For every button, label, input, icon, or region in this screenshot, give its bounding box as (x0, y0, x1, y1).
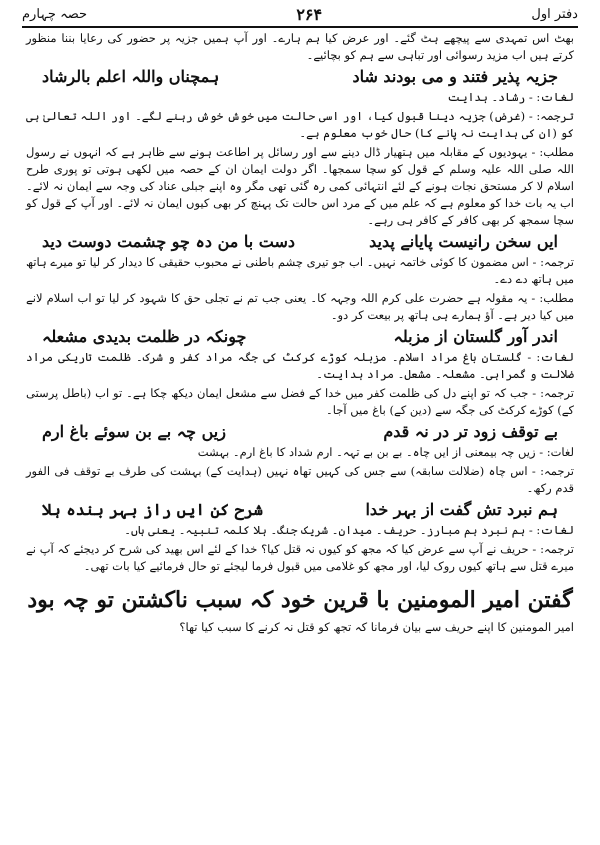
tarjuma-3: ترجمہ: - جب کہ تو اپنے دل کی ظلمت کفر میں خدا کے فضل سے مشعل ایمان دیکھ چکا ہے۔ تو اب (باطل پرستی کے) کوڑے کرکٹ کی جگہ سے (دین کے) باغ میں آجا۔ (26, 386, 574, 417)
section-title-translation: امیر المومنین کا اپنے حریف سے بیان فرمانا کہ تجھ کو قتل نہ کرنے کا سبب کیا تھا؟ (179, 620, 574, 634)
verse-1 (26, 66, 574, 88)
lughat-5: لغات: - ہم نبرد ہم مبارز۔ حریف۔ میدان۔ شریک جنگ۔ ہلا کلمہ تنبیہ۔ یعنی ہاں۔ (124, 523, 574, 537)
verse-4-left: زیں چہ بے بن سوئے باغ ارم (42, 422, 226, 441)
verse-5-left: شرح کن ایں راز بہر بندہ ہلا (42, 500, 263, 519)
tarjuma-1: ترجمہ: - (غرض) جزیہ دینا قبول کیا، اور اسی حالت میں خوش خوش رہنے لگے۔ اور اللہ تعالیٰ ہی کو (ان کی ہدایت نہ پانے کا) حال خوب معلوم ہے۔ (26, 109, 574, 140)
verse-2-left: دست با من دہ چو چشمت دوست دید (42, 232, 296, 251)
verse-3-right: اندر آور گلستان از مزبلہ (393, 327, 558, 346)
page-number: ۲۶۴ (296, 4, 323, 24)
page-header (22, 4, 578, 24)
lughat-3: لغات: - گلستان باغ مراد اسلام۔ مزبلہ کوڑے کرکٹ کی جگہ مراد کفر و شرک۔ ظلمت تاریکی مراد ضلالت و گمراہی۔ مشعلہ۔ مشعل۔ مراد ہدایت۔ (26, 350, 574, 381)
header-rule (22, 26, 578, 28)
lughat-1: لغات: - رشاد۔ ہدایت (447, 90, 574, 104)
verse-5 (26, 499, 574, 521)
verse-1-right: جزیہ پذیر فتند و می بودند شاد (352, 67, 558, 86)
verse-3-left: چونکہ در ظلمت بدیدی مشعلہ (42, 327, 247, 346)
intro-paragraph: بھٹ اس تمہدی سے پیچھے ہٹ گئے۔ اور عرض کیا ہم ہارے۔ اور آپ ہمیں جزیہ پر حضور کی رعایا بننا منظور کرتے ہیں اب مزید رسوائی اور تباہی سے ہم کو بچائیے۔ (26, 31, 574, 62)
verse-2 (26, 231, 574, 253)
lughat-4: لغات: - زیں چہ بیمعنی از ایں چاہ۔ بے بن بے تہہ۔ ارم شداد کا باغ ارم۔ بہشت (197, 445, 574, 459)
page-body (26, 30, 574, 841)
matlab-1: مطلب: - یہودیوں کے مقابلہ میں ہتھیار ڈال دینے سے اور رسائل پر اطاعت ہونے سے ظاہر ہے کہ انہوں نے رسول اللہ صلی اللہ علیہ وسلم کے قول کو سچا سمجھا۔ اگر دولت ایمان ان کے حصہ میں لکھی ہوتی تو پوری طرح اسلام لا کر مستحق نجات ہونے کے لئے انتہائی کمی رہ گئی تھی مگر وہ اپنے جبلی عناد کی وجہ سے ایمان نہ لائے۔ اب یہ بات خدا کو معلوم ہے کہ علم میں کے مرد اس حالت تک پہنچ کر بھی کیوں ایمان نہ لائے۔ اور آپ کے قول کو سچا سمجھ کر بھی کافر کے کافر ہی رہے۔ (26, 145, 574, 227)
verse-3 (26, 326, 574, 348)
tarjuma-4: ترجمہ: - اس چاہ (ضلالت سابقہ) سے جس کی کہیں تھاہ نہیں (ہدایت کے) بہشت کی طرف بے توقف فی الفور قدم رکھ۔ (26, 464, 574, 495)
verse-1-left: ہمچناں واللہ اعلم بالرشاد (42, 67, 220, 86)
matlab-2: مطلب: - یہ مقولہ ہے حضرت علی کرم اللہ وجہہ کا۔ یعنی جب تم نے تجلی حق کا شہود کر لیا تو اب اسلام لانے میں کیا دیر ہے۔ آؤ ہمارے ہی ہاتھ پر بیعت کر دو۔ (26, 291, 574, 322)
tarjuma-2: ترجمہ: - اس مضمون کا کوئی خاتمہ نہیں۔ اب جو تیری چشم باطنی نے محبوب حقیقی کا دیدار کر لیا تو میرے ہاتھ میں ہاتھ دے دے۔ (26, 255, 574, 286)
section-title: گفتن امیر المومنین با قرین خود کہ سبب ناکشتن تو چہ بود (27, 587, 573, 613)
tarjuma-5: ترجمہ: - حریف نے آپ سے عرض کیا کہ مجھ کو کیوں نہ قتل کیا؟ خدا کے لئے اس بھید کی شرح کر دیجئے کہ آپ نے میرے قتل سے ہاتھ کیوں روک لیا، اور مجھ کو غلامی میں قبول فرما لیجئے تو حال فرمائیے کیا بات تھی۔ (26, 542, 574, 573)
verse-5-right: ہم نبرد تش گفت از بہر خدا (365, 500, 558, 519)
header-left-label: حصہ چہارم (22, 6, 87, 22)
header-right-label: دفتر اول (531, 6, 578, 22)
verse-2-right: ایں سخن رانیست پایانے پدید (369, 232, 558, 251)
verse-4 (26, 421, 574, 443)
verse-4-right: بے توقف زود تر در نہ قدم (383, 422, 558, 441)
